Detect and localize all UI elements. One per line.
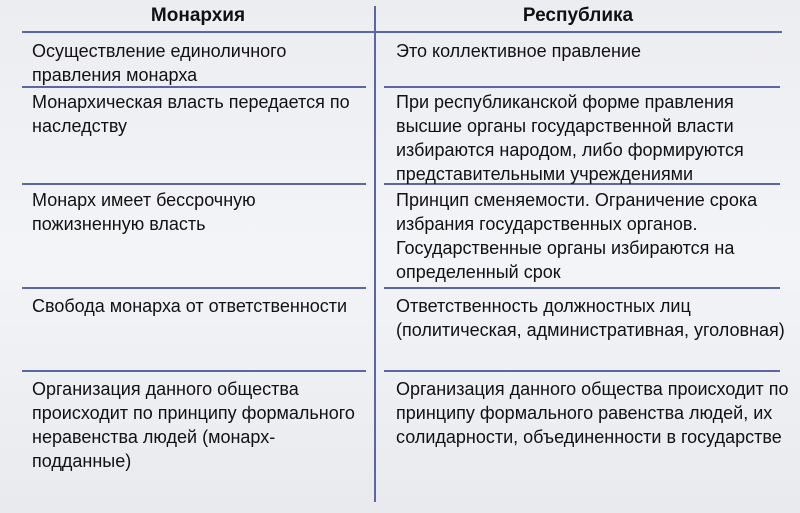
row-4-republic-cell: Ответственность должностных лиц (политическая, административная, уголовная) [396, 296, 785, 340]
header-divider [22, 31, 782, 33]
row-5-monarchy-cell: Организация данного общества происходит по принципу формального неравенства людей (монарх-подданные) [32, 379, 355, 471]
row-1-right-divider [384, 86, 780, 88]
header-monarchy: Монархия [150, 5, 246, 26]
row-2-left-divider [22, 183, 366, 185]
row-4-monarchy-cell: Свобода монарха от ответственности [32, 296, 348, 316]
row-4-right-divider [384, 370, 780, 372]
row-3-monarchy-cell: Монарх имеет бессрочную пожизненную власть [32, 190, 256, 234]
row-1-republic-cell: Это коллективное правление [396, 41, 642, 61]
header-republic: Республика [522, 5, 634, 26]
row-3-republic-cell: Принцип сменяемости. Ограничение срока избрания государственных органов. Государственные органы избираются на определенный срок [396, 190, 758, 282]
row-2-republic-cell: При республиканской форме правления высшие органы государственной власти избираются народом, либо формируются представительными учреждениями [396, 92, 744, 184]
row-1-monarchy-cell: Осуществление единоличного правления монарха [32, 41, 287, 85]
row-4-left-divider [22, 370, 366, 372]
row-2-monarchy-cell: Монархическая власть передается по наследству [32, 92, 350, 136]
row-5-republic-cell: Организация данного общества происходит по принципу формального равенства людей, их солидарности, объединенности в государстве [396, 379, 789, 447]
row-3-left-divider [22, 287, 366, 289]
column-divider [374, 6, 376, 502]
row-3-right-divider [384, 287, 780, 289]
